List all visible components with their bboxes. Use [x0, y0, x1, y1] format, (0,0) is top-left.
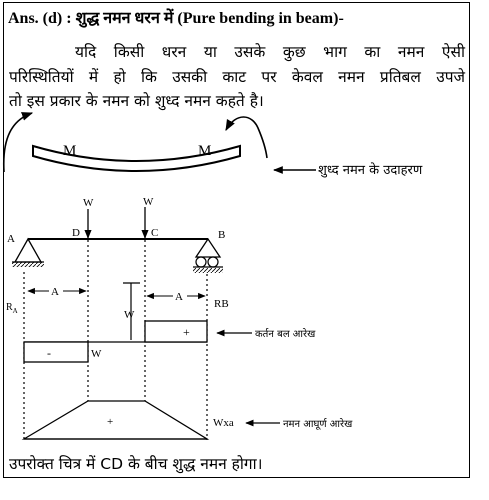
- loaded-beam: [7, 196, 225, 273]
- sfd-plus-sign: +: [183, 325, 190, 339]
- load-label-left: W: [83, 197, 94, 209]
- bending-moment-diagram: [24, 401, 234, 439]
- sfd-label: कर्तन बल आरेख: [255, 329, 316, 340]
- moment-label-left: M: [63, 143, 77, 159]
- point-b-label: B: [218, 229, 226, 241]
- pin-support-left: [12, 239, 44, 267]
- paragraph-line-3: तो इस प्रकार के नमन को शुध्द नमन कहते है।: [9, 92, 264, 110]
- bmd-wxa-label: Wxa: [213, 417, 234, 429]
- point-a-label: A: [7, 233, 15, 245]
- bmd-plus-sign: +: [107, 416, 114, 428]
- reaction-label-right: RB: [214, 298, 229, 310]
- moment-label-right: M: [198, 143, 212, 159]
- sfd-step-label: W: [124, 309, 135, 321]
- paragraph-line-2: परिस्थितियों में हो कि उसकी काट पर केवल नमन प्रतिबल उपजे: [9, 67, 465, 86]
- point-d-label: D: [72, 227, 80, 239]
- sfd-w-label: W: [91, 348, 102, 360]
- point-c-label: C: [151, 227, 159, 239]
- dimension-label-left: A: [51, 286, 59, 298]
- sfd-minus-sign: -: [47, 346, 51, 360]
- load-label-right: W: [143, 196, 154, 208]
- answer-heading: Ans. (d) : शुद्ध नमन धरन में (Pure bending in beam)-: [8, 10, 344, 27]
- moment-arrow-left: [4, 113, 32, 172]
- bmd-label: नमन आघूर्ण आरेख: [283, 419, 353, 430]
- bent-beam: [4, 113, 267, 172]
- reaction-label-left: $R_A$: [6, 302, 18, 315]
- conclusion-line: उपरोक्त चित्र में CD के बीच शुद्ध नमन होगा।: [9, 455, 263, 473]
- dimension-label-right: A: [175, 291, 183, 303]
- roller-support-right: [193, 239, 223, 273]
- example-label: शुध्द नमन के उदाहरण: [318, 163, 423, 178]
- paragraph-line-1: यदि किसी धरन या उसके कुछ भाग का नमन ऐसी: [75, 43, 465, 61]
